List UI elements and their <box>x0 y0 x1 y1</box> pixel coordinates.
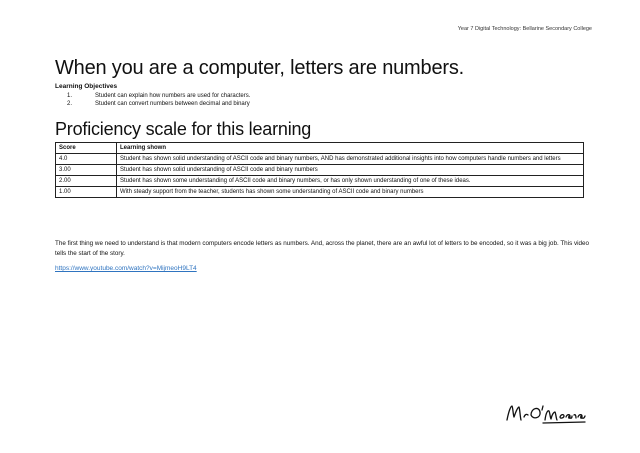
intro-paragraph: The first thing we need to understand is that modern computers encode letters as numbers. And, across the planet, there are an awful lot of letters to be encoded, so it was a big job. This video tells the start of the story. <box>55 240 590 257</box>
objective-text: Student can convert numbers between decimal and binary <box>95 101 250 107</box>
learning-cell: Student has shown solid understanding of ASCII code and binary numbers <box>117 165 584 176</box>
learning-objectives <box>55 83 575 108</box>
table-row <box>56 176 584 187</box>
score-cell: 2.00 <box>56 176 117 187</box>
score-cell: 3.00 <box>56 165 117 176</box>
column-header-score: Score <box>56 143 117 154</box>
objectives-list <box>55 92 575 108</box>
table-row <box>56 165 584 176</box>
column-header-learning: Learning shown <box>117 143 584 154</box>
score-cell: 1.00 <box>56 187 117 198</box>
list-item <box>55 100 575 108</box>
table-header-row <box>56 143 584 154</box>
objective-number: 1. <box>67 93 73 99</box>
proficiency-table <box>55 142 584 198</box>
table-row <box>56 154 584 165</box>
page-title: When you are a computer, letters are numbers. <box>55 57 464 79</box>
list-item <box>55 92 575 100</box>
score-cell: 4.0 <box>56 154 117 165</box>
table-row <box>56 187 584 198</box>
proficiency-title: Proficiency scale for this learning <box>55 119 312 139</box>
learning-cell: Student has shown solid understanding of ASCII code and binary numbers, AND has demonstrated additional insights into how computers handle numbers and letters <box>117 154 584 165</box>
objective-number: 2. <box>67 101 73 107</box>
objective-text: Student can explain how numbers are used for characters. <box>95 93 251 99</box>
signature-logo <box>503 398 589 428</box>
learning-cell: Student has shown some understanding of ASCII code and binary numbers, or has only shown understanding of one of these ideas. <box>117 176 584 187</box>
learning-cell: With steady support from the teacher, students has shown some understanding of ASCII code and binary numbers <box>117 187 584 198</box>
header-note: Year 7 Digital Technology: Bellarine Secondary College <box>457 26 592 32</box>
youtube-video-link[interactable]: https://www.youtube.com/watch?v=MijmeoH9LT4 <box>55 265 197 272</box>
objectives-heading: Learning Objectives <box>55 83 118 90</box>
